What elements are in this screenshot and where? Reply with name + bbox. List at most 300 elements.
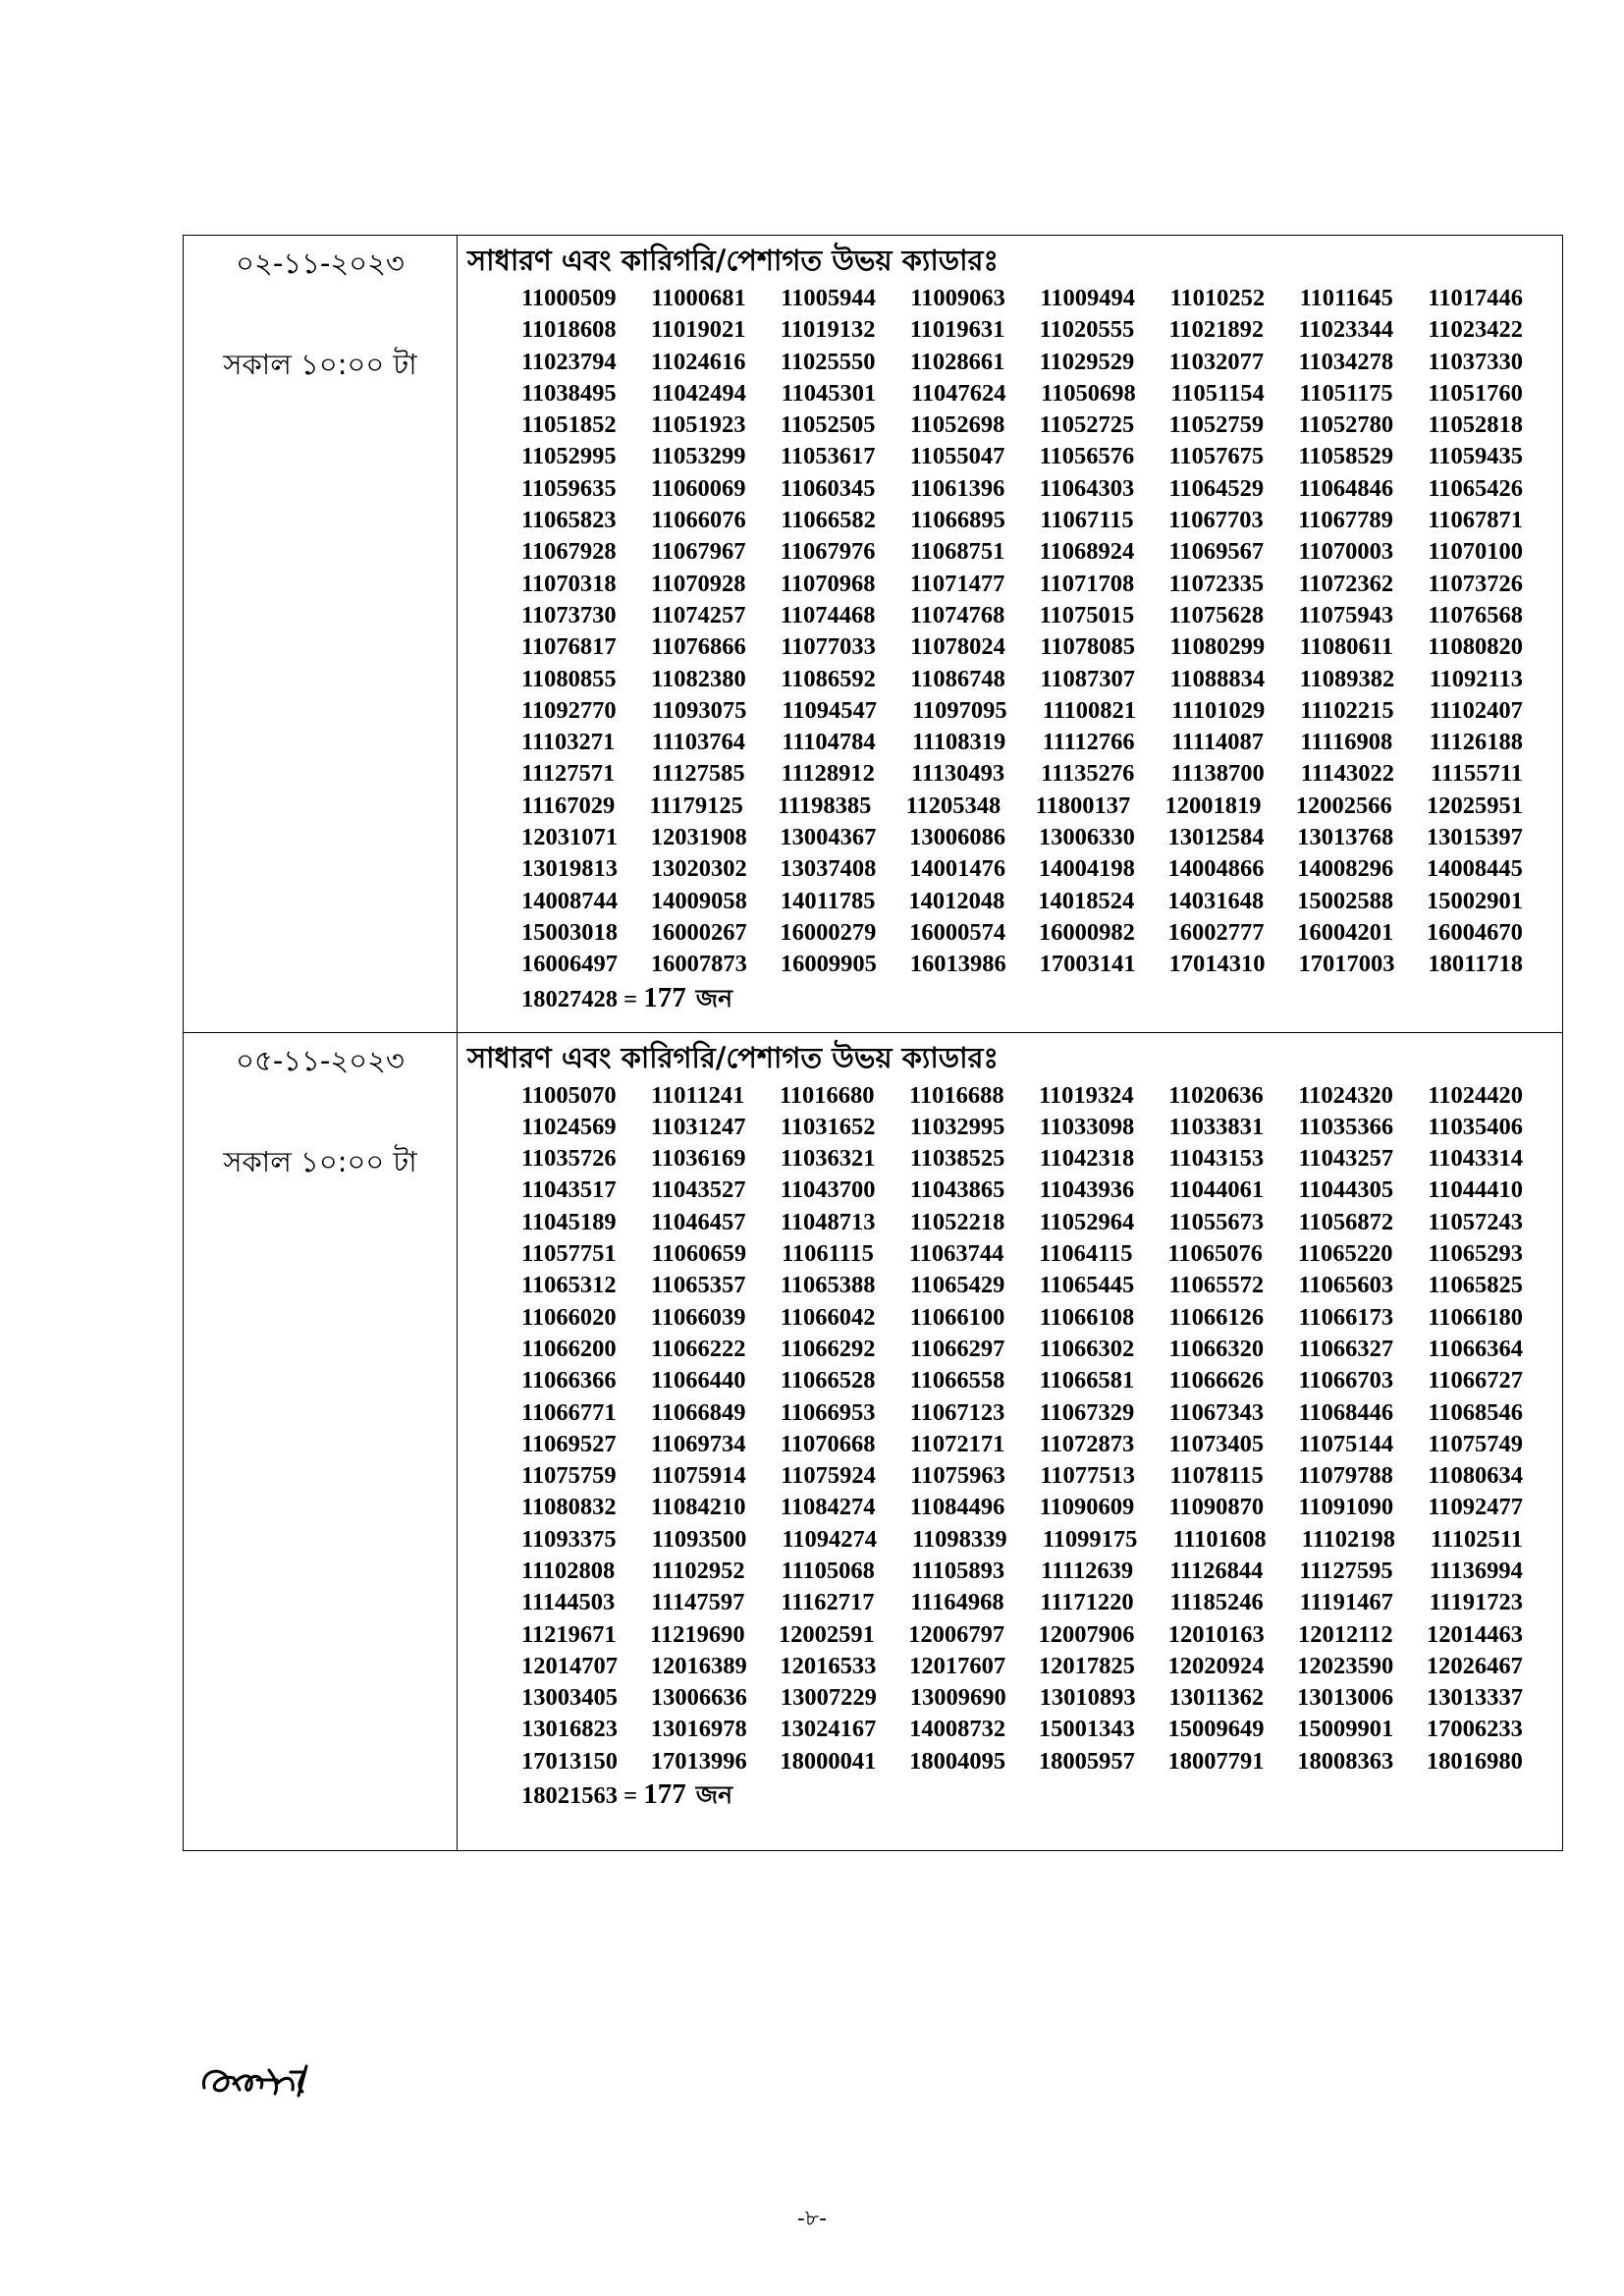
roll-number: 11038525 [909, 1145, 1005, 1173]
roll-row [521, 536, 1523, 568]
roll-number: 17013996 [650, 1747, 747, 1775]
roll-number: 11066440 [650, 1367, 746, 1394]
roll-number: 11067976 [780, 538, 876, 566]
roll-number: 11009063 [910, 285, 1005, 311]
roll-row [521, 853, 1523, 885]
roll-number: 11171220 [1040, 1589, 1134, 1616]
roll-number: 11078115 [1169, 1462, 1264, 1490]
total-row [521, 981, 1523, 1014]
roll-number: 11093075 [651, 696, 747, 724]
roll-number: 11066020 [521, 1303, 617, 1331]
roll-number: 11048713 [780, 1208, 876, 1235]
roll-number: 14008445 [1426, 855, 1523, 883]
person-unit: জন [695, 1780, 733, 1810]
roll-number: 11066039 [650, 1303, 746, 1331]
roll-number: 11130493 [910, 760, 1005, 788]
roll-number: 11094274 [782, 1525, 877, 1553]
roll-number: 11019631 [909, 316, 1005, 344]
roll-number: 11066297 [909, 1335, 1005, 1362]
roll-number: 11086748 [910, 665, 1005, 692]
roll-row [521, 378, 1523, 410]
roll-number: 11088834 [1169, 665, 1266, 692]
roll-number: 18011718 [1428, 951, 1523, 978]
roll-list-cell [458, 236, 1563, 1033]
roll-number: 11075628 [1168, 601, 1265, 629]
roll-row [521, 917, 1523, 949]
roll-number: 11075759 [521, 1462, 617, 1490]
roll-number: 15001343 [1038, 1716, 1135, 1743]
roll-number: 17014310 [1168, 951, 1266, 978]
roll-number: 11167029 [521, 792, 616, 819]
roll-number: 11052995 [521, 443, 617, 470]
roll-number: 11043314 [1428, 1145, 1523, 1173]
candidate-total: 177 [643, 1778, 686, 1811]
signature-image [196, 2050, 334, 2109]
roll-number: 14004866 [1167, 855, 1265, 883]
roll-number: 16006497 [521, 951, 618, 978]
roll-number: 11155711 [1430, 760, 1523, 788]
roll-number: 14001476 [909, 855, 1006, 883]
roll-number: 11051760 [1428, 379, 1523, 407]
roll-number: 11126188 [1429, 729, 1523, 756]
roll-number: 11066528 [780, 1367, 876, 1394]
roll-number: 11066222 [650, 1335, 746, 1362]
roll-number: 11066100 [909, 1303, 1005, 1331]
roll-number: 11067789 [1298, 507, 1393, 534]
roll-number: 11053299 [650, 443, 746, 470]
roll-number: 11126844 [1169, 1557, 1264, 1584]
roll-number: 11219671 [521, 1620, 617, 1648]
last-roll-number: 18027428 = [521, 985, 638, 1012]
roll-number: 11067115 [1040, 507, 1134, 534]
roll-number: 12017825 [1038, 1652, 1135, 1679]
roll-number: 11052218 [909, 1208, 1005, 1235]
roll-number: 11043153 [1168, 1145, 1265, 1173]
roll-number: 11104784 [782, 729, 876, 756]
roll-number: 14008296 [1297, 855, 1394, 883]
roll-number: 14018524 [1038, 887, 1135, 914]
roll-number: 11066108 [1039, 1303, 1135, 1331]
roll-number: 16000267 [650, 918, 747, 946]
roll-number: 16002777 [1167, 918, 1265, 946]
roll-number: 11219690 [649, 1620, 745, 1648]
roll-number: 11066558 [909, 1367, 1005, 1394]
roll-number: 15002901 [1427, 887, 1523, 914]
roll-number: 11069734 [650, 1430, 746, 1457]
roll-number: 11065572 [1168, 1272, 1265, 1299]
roll-number: 14004198 [1038, 855, 1135, 883]
roll-number: 16000279 [780, 918, 877, 946]
roll-number: 13006330 [1038, 824, 1135, 851]
roll-number: 11198385 [778, 792, 872, 819]
roll-number: 11065429 [909, 1272, 1005, 1299]
roll-number: 11066953 [780, 1398, 876, 1426]
roll-number: 11070003 [1298, 538, 1394, 566]
roll-row [521, 1746, 1523, 1777]
roll-number: 11084274 [780, 1494, 876, 1521]
roll-number: 13015397 [1426, 824, 1523, 851]
roll-number: 11114087 [1171, 729, 1264, 756]
roll-number: 12016533 [780, 1652, 877, 1679]
roll-number: 11051154 [1170, 379, 1265, 407]
roll-number: 11038495 [521, 379, 617, 407]
roll-row [521, 727, 1523, 758]
roll-number: 11070928 [650, 570, 746, 597]
roll-number: 11102198 [1301, 1525, 1395, 1553]
roll-number: 11057751 [521, 1240, 617, 1268]
roll-number: 11057243 [1428, 1208, 1523, 1235]
roll-row [521, 695, 1523, 727]
roll-row [521, 791, 1523, 822]
roll-row [521, 664, 1523, 695]
roll-number: 11023344 [1298, 316, 1394, 344]
roll-number: 12023590 [1297, 1652, 1394, 1679]
roll-row [521, 1112, 1523, 1143]
roll-number: 16000574 [909, 918, 1006, 946]
roll-number: 11101029 [1171, 696, 1266, 724]
roll-number: 11185246 [1169, 1589, 1264, 1616]
roll-number: 11082380 [651, 665, 746, 692]
roll-number: 11076568 [1428, 601, 1523, 629]
roll-number: 11070968 [780, 570, 876, 597]
roll-number: 11144503 [521, 1589, 616, 1616]
roll-number: 11065603 [1298, 1272, 1394, 1299]
roll-number: 11044305 [1298, 1176, 1394, 1204]
roll-number: 11064529 [1168, 474, 1265, 502]
roll-number: 11000681 [651, 285, 746, 311]
roll-number: 11090609 [1039, 1494, 1135, 1521]
roll-number: 11019324 [1039, 1081, 1134, 1109]
roll-number: 11066042 [780, 1303, 876, 1331]
roll-number: 11071477 [909, 570, 1005, 597]
roll-number: 11023422 [1428, 316, 1523, 344]
roll-number: 11031652 [780, 1113, 876, 1140]
roll-number: 11000509 [521, 285, 617, 311]
roll-number: 11072171 [909, 1430, 1005, 1457]
page-number: -৮- [796, 2207, 828, 2231]
roll-number: 11086592 [781, 665, 876, 692]
roll-number: 11077033 [781, 633, 876, 661]
roll-number: 13016823 [521, 1716, 618, 1743]
roll-row [521, 600, 1523, 631]
roll-row [521, 1080, 1523, 1112]
roll-number: 11043517 [521, 1176, 617, 1204]
roll-number: 13012584 [1167, 824, 1265, 851]
roll-number: 11037330 [1428, 348, 1523, 375]
roll-number: 11065426 [1428, 474, 1523, 502]
roll-number: 11179125 [649, 792, 743, 819]
roll-number: 13009690 [909, 1684, 1006, 1712]
roll-number: 11011241 [651, 1081, 745, 1109]
roll-number: 11066895 [910, 507, 1005, 534]
exam-date: ০৫-১১-২০২৩ [236, 1043, 405, 1077]
roll-number: 11036169 [650, 1145, 746, 1173]
schedule-row [184, 236, 1563, 1033]
roll-number: 11060659 [651, 1240, 747, 1268]
roll-number: 17017003 [1298, 951, 1395, 978]
roll-row [521, 949, 1523, 980]
roll-number: 14008732 [909, 1716, 1006, 1743]
roll-number: 12007906 [1038, 1620, 1135, 1648]
roll-number: 11046457 [650, 1208, 746, 1235]
roll-number: 11136994 [1429, 1557, 1523, 1584]
roll-number: 11021892 [1168, 316, 1265, 344]
roll-number: 11076866 [651, 633, 746, 661]
roll-number: 11074768 [909, 601, 1005, 629]
roll-number: 12014463 [1426, 1620, 1523, 1648]
roll-number: 11105893 [910, 1557, 1005, 1584]
roll-number: 11066626 [1168, 1367, 1265, 1394]
roll-number: 11102952 [651, 1557, 745, 1584]
roll-number: 11080832 [521, 1494, 617, 1521]
roll-number: 11066727 [1428, 1367, 1523, 1394]
roll-number: 11077513 [1040, 1462, 1136, 1490]
roll-number: 11073405 [1168, 1430, 1265, 1457]
roll-row [521, 1365, 1523, 1396]
roll-number: 18008363 [1297, 1747, 1394, 1775]
roll-number: 13019813 [521, 855, 618, 883]
roll-number: 11035726 [521, 1145, 617, 1173]
roll-number: 11093375 [521, 1525, 617, 1553]
roll-number: 11053617 [780, 443, 876, 470]
candidate-total: 177 [643, 981, 686, 1013]
roll-number: 11066126 [1168, 1303, 1265, 1331]
roll-number: 11020555 [1039, 316, 1135, 344]
roll-row [521, 1492, 1523, 1523]
roll-number: 11043257 [1298, 1145, 1394, 1173]
roll-number: 11065445 [1039, 1272, 1135, 1299]
roll-number: 11023794 [521, 348, 617, 375]
roll-number: 11094547 [782, 696, 877, 724]
roll-number: 11070318 [521, 570, 617, 597]
roll-number: 11080299 [1169, 633, 1266, 661]
roll-number: 11052818 [1428, 411, 1523, 439]
roll-number: 11064846 [1298, 474, 1394, 502]
roll-number: 12031908 [650, 824, 747, 851]
roll-number: 11035366 [1298, 1113, 1394, 1140]
exam-date: ০২-১১-২০২৩ [236, 246, 405, 280]
roll-number: 11073726 [1428, 570, 1523, 597]
roll-number: 11112639 [1041, 1557, 1134, 1584]
roll-number: 15002588 [1297, 887, 1394, 914]
roll-number: 11087307 [1040, 665, 1136, 692]
roll-number: 17013150 [521, 1747, 618, 1775]
roll-list-cell [458, 1032, 1563, 1851]
roll-number: 13011362 [1168, 1684, 1265, 1712]
roll-number: 11102511 [1430, 1525, 1523, 1553]
roll-number: 11067123 [909, 1398, 1005, 1426]
roll-number: 13006636 [650, 1684, 747, 1712]
roll-number: 11101608 [1172, 1525, 1267, 1553]
roll-number: 11067343 [1168, 1398, 1265, 1426]
roll-number: 11044410 [1428, 1176, 1523, 1204]
roll-number: 11102407 [1429, 696, 1523, 724]
roll-number: 11074257 [650, 601, 746, 629]
roll-number: 11091090 [1298, 1494, 1394, 1521]
roll-number: 13013337 [1427, 1684, 1523, 1712]
roll-number: 11105068 [781, 1557, 875, 1584]
roll-row [521, 347, 1523, 378]
roll-number: 11019132 [780, 316, 876, 344]
roll-number: 13020302 [650, 855, 747, 883]
roll-number: 11005944 [781, 285, 876, 311]
roll-number: 11066173 [1298, 1303, 1394, 1331]
roll-number: 11099175 [1042, 1525, 1138, 1553]
exam-schedule-table [183, 235, 1563, 1851]
roll-number: 11092113 [1429, 665, 1523, 692]
roll-number: 11070100 [1428, 538, 1523, 566]
roll-number: 11066320 [1168, 1335, 1265, 1362]
roll-number: 11036321 [780, 1145, 876, 1173]
roll-number: 11068546 [1428, 1398, 1523, 1426]
roll-number: 11063744 [908, 1240, 1004, 1268]
roll-number: 11064115 [1039, 1240, 1133, 1268]
roll-number: 11016688 [908, 1081, 1004, 1109]
roll-number: 11061396 [909, 474, 1005, 502]
roll-row [521, 1460, 1523, 1492]
roll-number: 11033098 [1039, 1113, 1135, 1140]
roll-row [521, 1556, 1523, 1587]
roll-number: 12002591 [778, 1620, 875, 1648]
roll-number: 11191467 [1299, 1589, 1393, 1616]
roll-number: 11065357 [650, 1272, 746, 1299]
roll-number: 11102215 [1300, 696, 1394, 724]
date-time-cell [184, 1032, 458, 1851]
roll-row [521, 473, 1523, 505]
roll-row [521, 631, 1523, 663]
roll-number: 11205348 [905, 792, 1001, 819]
roll-number: 11056872 [1298, 1208, 1394, 1235]
roll-number: 11055673 [1168, 1208, 1265, 1235]
roll-row [521, 1207, 1523, 1238]
roll-number: 13016978 [650, 1716, 747, 1743]
roll-number: 16013986 [909, 951, 1006, 978]
roll-number: 11052698 [909, 411, 1005, 439]
roll-number: 11075144 [1298, 1430, 1394, 1457]
roll-number: 11127585 [651, 760, 745, 788]
roll-number: 11031247 [650, 1113, 746, 1140]
roll-number: 12001819 [1164, 792, 1262, 819]
roll-number: 11080634 [1428, 1462, 1523, 1490]
roll-number: 13024167 [780, 1716, 877, 1743]
roll-number: 13004367 [780, 824, 877, 851]
roll-number: 11017446 [1428, 285, 1523, 311]
roll-number: 11070668 [780, 1430, 876, 1457]
roll-number: 11032077 [1168, 348, 1265, 375]
roll-number-list [467, 283, 1523, 1014]
roll-number: 11035406 [1428, 1113, 1523, 1140]
roll-number: 11084210 [650, 1494, 746, 1521]
roll-number: 11032995 [909, 1113, 1005, 1140]
roll-number: 11052780 [1298, 411, 1394, 439]
roll-number: 11112766 [1042, 729, 1135, 756]
roll-number: 11164968 [910, 1589, 1004, 1616]
roll-number: 11100821 [1042, 696, 1136, 724]
roll-row [521, 1714, 1523, 1745]
roll-number: 18007791 [1167, 1747, 1265, 1775]
roll-number: 18004095 [909, 1747, 1006, 1775]
roll-number: 11080820 [1428, 633, 1523, 661]
roll-number: 14012048 [908, 887, 1005, 914]
roll-number: 11098339 [912, 1525, 1007, 1553]
roll-number: 11072873 [1039, 1430, 1135, 1457]
roll-number: 11047624 [910, 379, 1006, 407]
roll-number: 13010893 [1039, 1684, 1136, 1712]
roll-number: 11079788 [1298, 1462, 1393, 1490]
roll-number: 11067967 [650, 538, 746, 566]
roll-row [521, 410, 1523, 441]
roll-row [521, 1587, 1523, 1618]
roll-number: 11051923 [650, 411, 746, 439]
roll-number: 12006797 [908, 1620, 1005, 1648]
roll-number: 13003405 [521, 1684, 618, 1712]
roll-number: 16009905 [780, 951, 877, 978]
roll-number: 11066582 [781, 507, 876, 534]
roll-number: 11045301 [781, 379, 877, 407]
roll-number: 11045189 [521, 1208, 617, 1235]
roll-number: 11058529 [1298, 443, 1394, 470]
roll-number: 11065388 [780, 1272, 876, 1299]
roll-number: 11108319 [912, 729, 1006, 756]
roll-number: 11075749 [1428, 1430, 1523, 1457]
roll-number: 11059435 [1428, 443, 1523, 470]
person-unit: জন [695, 983, 733, 1012]
roll-row [521, 1619, 1523, 1651]
roll-number: 11043865 [909, 1176, 1005, 1204]
roll-number: 11044061 [1168, 1176, 1265, 1204]
roll-number: 18016980 [1426, 1747, 1523, 1775]
roll-row [521, 283, 1523, 314]
roll-number: 11033831 [1168, 1113, 1265, 1140]
roll-number: 11103764 [651, 729, 745, 756]
roll-number: 11059635 [521, 474, 617, 502]
roll-number: 11080855 [521, 665, 617, 692]
roll-number: 11090870 [1168, 1494, 1265, 1521]
roll-number: 11024569 [521, 1113, 617, 1140]
roll-number: 14011785 [780, 887, 876, 914]
roll-number: 11029529 [1039, 348, 1135, 375]
roll-number: 11066076 [651, 507, 746, 534]
roll-number: 11066581 [1039, 1367, 1135, 1394]
roll-number: 11052725 [1039, 411, 1135, 439]
roll-row [521, 1524, 1523, 1556]
roll-number: 11069567 [1168, 538, 1265, 566]
cadre-heading: সাধারণ এবং কারিগরি/পেশাগত উভয় ক্যাডারঃ [467, 1040, 999, 1074]
roll-number: 12010163 [1167, 1620, 1265, 1648]
roll-number: 11065293 [1428, 1240, 1523, 1268]
roll-number: 11066849 [650, 1398, 746, 1426]
roll-number: 11067871 [1428, 507, 1523, 534]
roll-number: 17003141 [1039, 951, 1136, 978]
roll-number: 13006086 [909, 824, 1006, 851]
roll-number: 13013768 [1297, 824, 1394, 851]
roll-number: 18000041 [780, 1747, 877, 1775]
roll-number: 11127571 [521, 760, 616, 788]
roll-number: 11066327 [1298, 1335, 1394, 1362]
roll-number: 11065220 [1297, 1240, 1393, 1268]
roll-number: 11072362 [1298, 570, 1394, 597]
roll-number: 11066302 [1039, 1335, 1135, 1362]
roll-number: 11800137 [1035, 792, 1131, 819]
roll-number: 11135276 [1041, 760, 1135, 788]
roll-number: 11066364 [1428, 1335, 1523, 1362]
exam-time: সকাল ১০:০০ টা [223, 348, 417, 381]
roll-row [521, 1397, 1523, 1429]
roll-number: 11052964 [1039, 1208, 1135, 1235]
roll-number: 17006233 [1426, 1716, 1523, 1743]
roll-number: 11042494 [651, 379, 746, 407]
roll-number: 11071708 [1039, 570, 1135, 597]
